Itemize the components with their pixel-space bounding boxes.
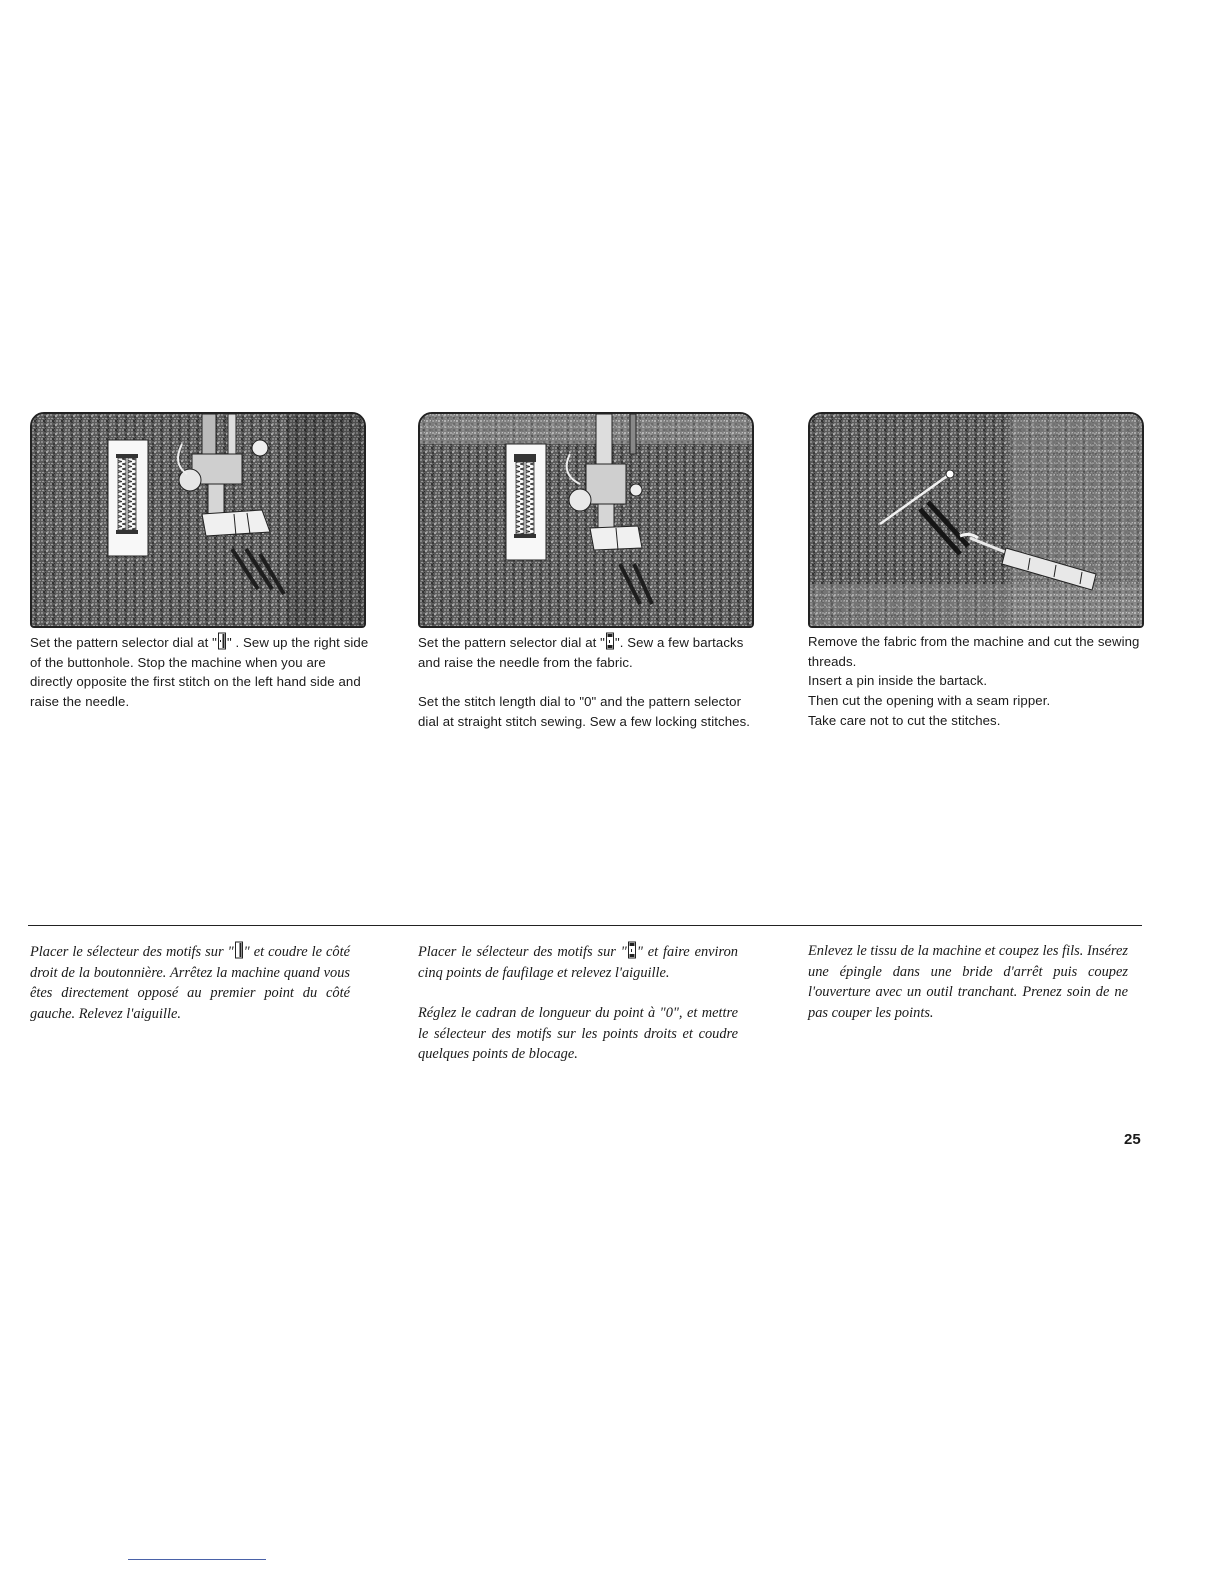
sewing-bartack-photo (418, 412, 754, 628)
buttonhole-bartack-icon (627, 941, 637, 959)
seam-ripper-photo (808, 412, 1144, 628)
buttonhole-bartack-icon (605, 632, 615, 650)
page-number: 25 (1124, 1131, 1141, 1148)
english-instructions-3: Remove the fabric from the machine and cut the sewing threads. Insert a pin inside the bartack. Then cut the opening with a seam ripper. Take care not to cut the stitches. (808, 634, 1140, 728)
french-instructions-2: Placer le sélecteur des motifs sur " " et faire environ cinq points de faufilage et relevez l'aiguille. Réglez le cadran de longueur du point à "0", et mettre le sélecteur des motifs sur les points droits et coudre quelques points de blocage. (418, 941, 738, 1065)
sewing-right-side-photo (30, 412, 366, 628)
buttonhole-right-side-icon (217, 632, 227, 650)
english-instructions-2: Set the pattern selector dial at " ". Sew a few bartacks and raise the needle from the fabric. Set the stitch length dial to "0" and the pattern selector dial at straight stitch sewing. Sew a few locking stitches. (418, 632, 758, 732)
buttonhole-pattern-card (506, 444, 546, 560)
buttonhole-right-side-icon (234, 941, 244, 959)
english-instructions-1: Set the pattern selector dial at " " . Sew up the right side of the buttonhole. Stop the machine when you are directly opposite the first stitch on the left hand side and raise the needle. (30, 632, 370, 712)
section-divider (28, 925, 1142, 926)
french-instructions-1: Placer le sélecteur des motifs sur " " et coudre le côté droit de la boutonnière. Arrêtez la machine quand vous êtes directement opposé au premier point du côté gauche. Relevez l'aiguille. (30, 941, 350, 1024)
footer-rule (128, 1559, 266, 1560)
buttonhole-pattern-card (108, 440, 148, 556)
french-instructions-3: Enlevez le tissu de la machine et coupez les fils. Insérez une épingle dans une bride d'arrêt puis coupez l'ouverture avec un outil tranchant. Prenez soin de ne pas couper les points. (808, 943, 1128, 1021)
